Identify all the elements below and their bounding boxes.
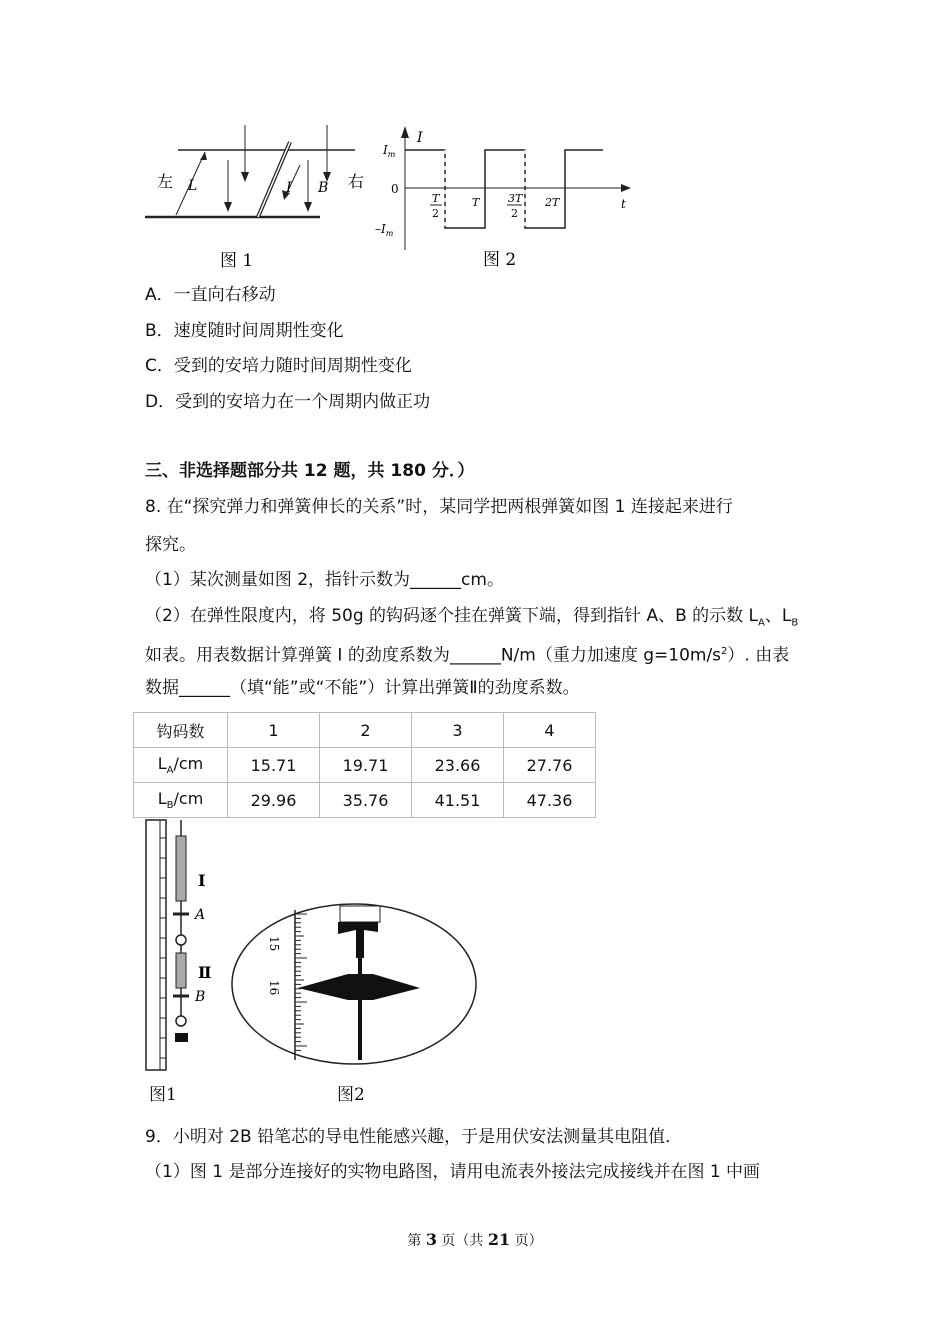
figure-pointer-reading (228, 900, 480, 1070)
figure-current-wave (375, 120, 640, 270)
table-header-row: 钩码数 1 2 3 4 (134, 713, 596, 748)
svg-text:–Im (375, 222, 394, 238)
fig2-caption: 图 2 (483, 250, 517, 270)
axis-t: t (621, 197, 626, 211)
tick-T2-num: T (432, 192, 440, 205)
option-c: C．受到的安培力随时间周期性变化 (145, 356, 412, 376)
label-zero: 0 (391, 182, 399, 196)
tick-15: 15 (267, 936, 281, 952)
figure-springs (140, 818, 240, 1074)
fig2-mid-caption: 图2 (337, 1085, 365, 1105)
q8-line2: 探究。 (145, 535, 196, 555)
label-Im-sub: m (387, 150, 396, 159)
tick-3T2-den: 2 (511, 207, 518, 220)
label-B: B (195, 989, 206, 1005)
tick-3T2-num: 3T (508, 192, 523, 205)
label-neg-Im-sub: m (385, 229, 394, 238)
tick-16: 16 (267, 980, 281, 996)
label-A: A (195, 907, 206, 923)
q9-line1: 9．小明对 2B 铅笔芯的导电性能感兴趣，于是用伏安法测量其电阻值． (145, 1127, 683, 1147)
label-L: L (188, 178, 198, 194)
tick-T: T (472, 196, 480, 209)
label-Im: I (383, 143, 388, 157)
q8-line1: 8. 在“探究弹力和弹簧伸长的关系”时，某同学把两根弹簧如图 1 连接起来进行 (145, 497, 733, 517)
table-row: $L_A/cm$ 15.71 19.71 23.66 27.76 (134, 748, 596, 783)
fig1-mid-caption: 图1 (149, 1085, 177, 1105)
table-row: $L_B/cm$ 29.96 35.76 41.51 47.36 (134, 783, 596, 818)
option-b: B．速度随时间周期性变化 (145, 321, 344, 341)
q9-line2: （1）图 1 是部分连接好的实物电路图，请用电流表外接法完成接线并在图 1 中画 (145, 1162, 761, 1182)
figure-magnetic-rail (140, 120, 370, 270)
option-a: A．一直向右移动 (145, 285, 276, 305)
label-I: I (286, 180, 292, 196)
q8-part1: （1）某次测量如图 2，指针示数为______cm。 (145, 570, 504, 590)
q8-part2a: （2）在弹性限度内，将 50g 的钩码逐个挂在弹簧下端，得到指针 A、B 的示数 $L_A$、$L_B$ (145, 606, 799, 629)
section-heading: 三、非选择题部分共 12 题，共 180 分．） (145, 461, 475, 481)
q8-part2c: 数据______（填“能”或“不能”）计算出弹簧Ⅱ的劲度系数。 (145, 678, 580, 698)
page-total: 21 (487, 1230, 511, 1249)
label-B: B (318, 180, 329, 196)
label-spring1: Ⅰ (198, 871, 206, 890)
label-left: 左 (157, 172, 174, 191)
tick-2T: 2T (545, 196, 560, 209)
label-right: 右 (348, 172, 365, 191)
label-neg-Im: –I (375, 222, 386, 236)
option-d: D．受到的安培力在一个周期内做正功 (145, 392, 431, 412)
axis-I: I (417, 130, 423, 146)
q8-part2b: 如表。用表数据计算弹簧 I 的劲度系数为______N/m（重力加速度 $g=10m/s^2$）. 由表 (145, 645, 790, 666)
svg-text:Im (382, 143, 396, 159)
label-spring2: Ⅱ (198, 963, 212, 982)
page-number: 3 (425, 1230, 437, 1249)
data-table (133, 712, 596, 818)
page-footer: 第 3 页（共 21 页） (407, 1230, 543, 1249)
fig1-caption: 图 1 (220, 251, 254, 270)
tick-T2-den: 2 (432, 207, 439, 220)
